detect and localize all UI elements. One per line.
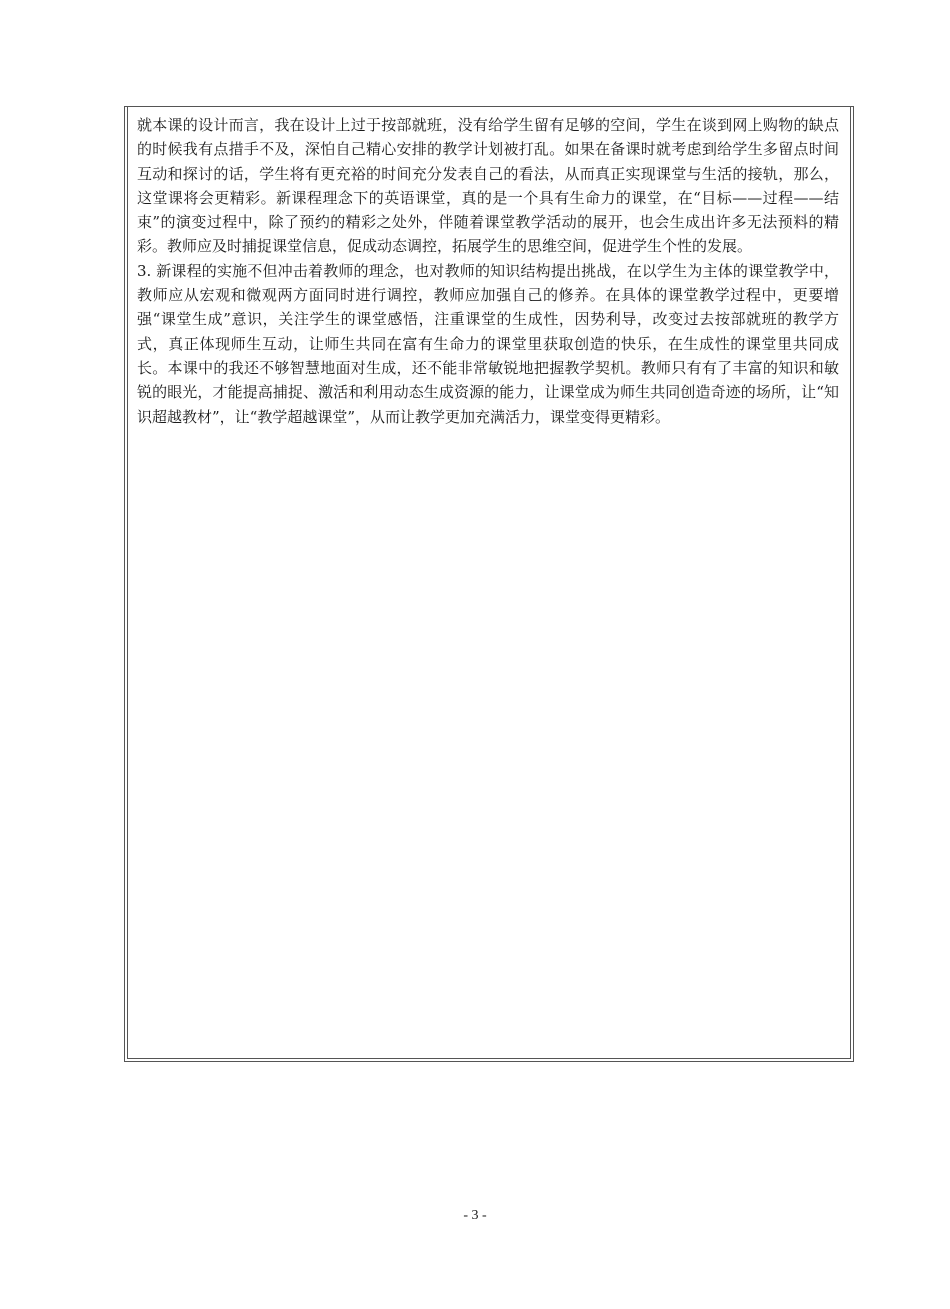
paragraph-design-reflection: 就本课的设计而言，我在设计上过于按部就班，没有给学生留有足够的空间，学生在谈到网上购物的缺点的时候我有点措手不及，深怕自己精心安排的教学计划被打乱。如果在备课时就考虑到给学生多留点时间互动和探讨的话，学生将有更充裕的时间充分发表自己的看法，从而真正实现课堂与生活的接轨，那么，这堂课将会更精彩。新课程理念下的英语课堂，真的是一个具有生命力的课堂，在“目标——过程——结束”的演变过程中，除了预约的精彩之处外，伴随着课堂教学活动的展开，也会生成出许多无法预料的精彩。教师应及时捕捉课堂信息，促成动态调控，拓展学生的思维空间，促进学生个性的发展。 <box>137 116 839 256</box>
page-number: - 3 - <box>463 1208 487 1223</box>
paragraph-point-3: 3. 新课程的实施不但冲击着教师的理念，也对教师的知识结构提出挑战，在以学生为主体的课堂教学中，教师应从宏观和微观两方面同时进行调控，教师应加强自己的修养。在具体的课堂教学过程中，更要增强“课堂生成”意识，关注学生的课堂感悟，注重课堂的生成性，因势利导，改变过去按部就班的教学方式，真正体现师生互动，让师生共同在富有生命力的课堂里获取创造的快乐，在生成性的课堂里共同成长。本课中的我还不够智慧地面对生成，还不能非常敏锐地把握教学契机。教师只有有了丰富的知识和敏锐的眼光，才能提高捕捉、激活和利用动态生成资源的能力，让课堂成为师生共同创造奇迹的场所，让“知识超越教材”，让“教学超越课堂”，从而让教学更加充满活力，课堂变得更精彩。 <box>137 261 839 426</box>
reflection-text <box>137 113 839 429</box>
table-cell-frame <box>124 106 854 1062</box>
